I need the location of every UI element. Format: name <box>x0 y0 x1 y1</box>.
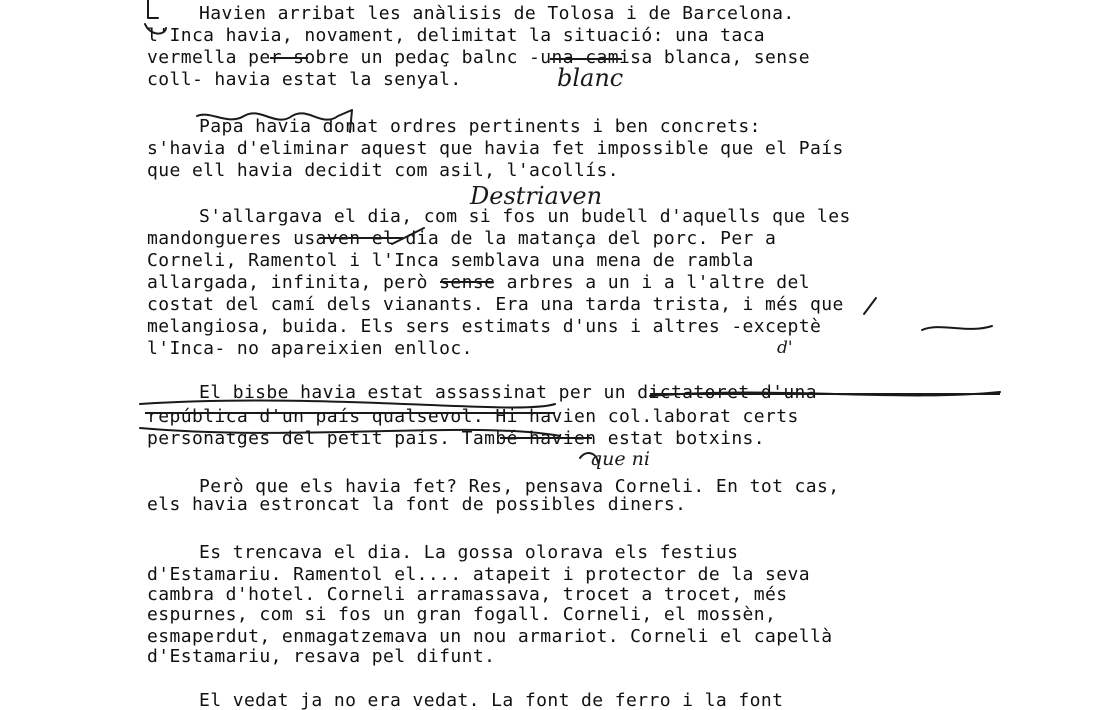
text-line: cambra d'hotel. Corneli arramassava, trocet a trocet, més <box>147 584 788 605</box>
text-line: mandongueres usaven el dia de la matança del porc. Per a <box>147 228 777 249</box>
text-line: allargada, infinita, però sense arbres a un i a l'altre del <box>147 272 810 293</box>
text-line: espurnes, com si fos un gran fogall. Corneli, el mossèn, <box>147 604 777 625</box>
text-line: melangiosa, buida. Els sers estimats d'uns i altres -exceptè <box>147 316 822 337</box>
exceptuant-correction <box>922 326 992 330</box>
margin-bracket-mark <box>148 0 158 18</box>
papa-scribble <box>197 110 352 132</box>
caret-que-ni <box>580 453 598 462</box>
wavy-strike-dictatoret <box>650 392 1000 396</box>
margin-al-mark <box>145 24 166 34</box>
text-line: els havia estroncat la font de possibles diners. <box>147 494 687 515</box>
text-line: esmaperdut, enmagatzemava un nou armariot. Corneli el capellà <box>147 626 833 647</box>
text-line: Però que els havia fet? Res, pensava Corneli. En tot cas, <box>199 476 840 497</box>
text-line: costat del camí dels vianants. Era una tarda trista, i més que <box>147 294 844 315</box>
text-line: d'Estamariu, resava pel difunt. <box>147 646 496 667</box>
wavy-strike-republica <box>140 401 555 408</box>
text-line: Corneli, Ramentol i l'Inca semblava una mena de rambla <box>147 250 754 271</box>
handwritten-d-insert: d' <box>777 338 793 358</box>
text-line: l'Inca- no apareixien enlloc. <box>147 338 473 359</box>
caret-destriaven <box>392 228 424 244</box>
accent-i-correction <box>864 298 876 314</box>
handwritten-blanc: blanc <box>557 64 624 92</box>
text-line: vermella per sobre un pedaç balnc -una camisa blanca, sense <box>147 47 810 68</box>
text-line: Papa havia donat ordres pertinents i ben concrets: <box>199 116 761 137</box>
text-line: coll- havia estat la senyal. <box>147 69 462 90</box>
text-line: Havien arribat les anàlisis de Tolosa i de Barcelona. <box>199 3 795 24</box>
handwritten-destriaven: Destriaven <box>470 182 603 210</box>
text-line: El bisbe havia estat assassinat per un dictatoret d'una <box>199 382 818 403</box>
text-line: l'Inca havia, novament, delimitat la situació: una taca <box>147 25 766 46</box>
text-line: S'allargava el dia, com si fos un budell d'aquells que les <box>199 206 851 227</box>
text-line: Es trencava el dia. La gossa olorava els festius <box>199 542 739 563</box>
handwritten-que-ni: que ni <box>590 448 650 470</box>
text-line: personatges del petit país. També havien estat botxins. <box>147 428 766 449</box>
text-line: d'Estamariu. Ramentol el.... atapeit i protector de la seva <box>147 564 810 585</box>
text-line: El vedat ja no era vedat. La font de ferro i la font <box>199 690 784 710</box>
wavy-underline-republica <box>140 428 560 436</box>
text-line: república d'un país qualsevol. Hi havien col.laborat certs <box>147 406 799 427</box>
text-line: que ell havia decidit com asil, l'acollís. <box>147 160 619 181</box>
text-line: s'havia d'eliminar aquest que havia fet impossible que el País <box>147 138 844 159</box>
